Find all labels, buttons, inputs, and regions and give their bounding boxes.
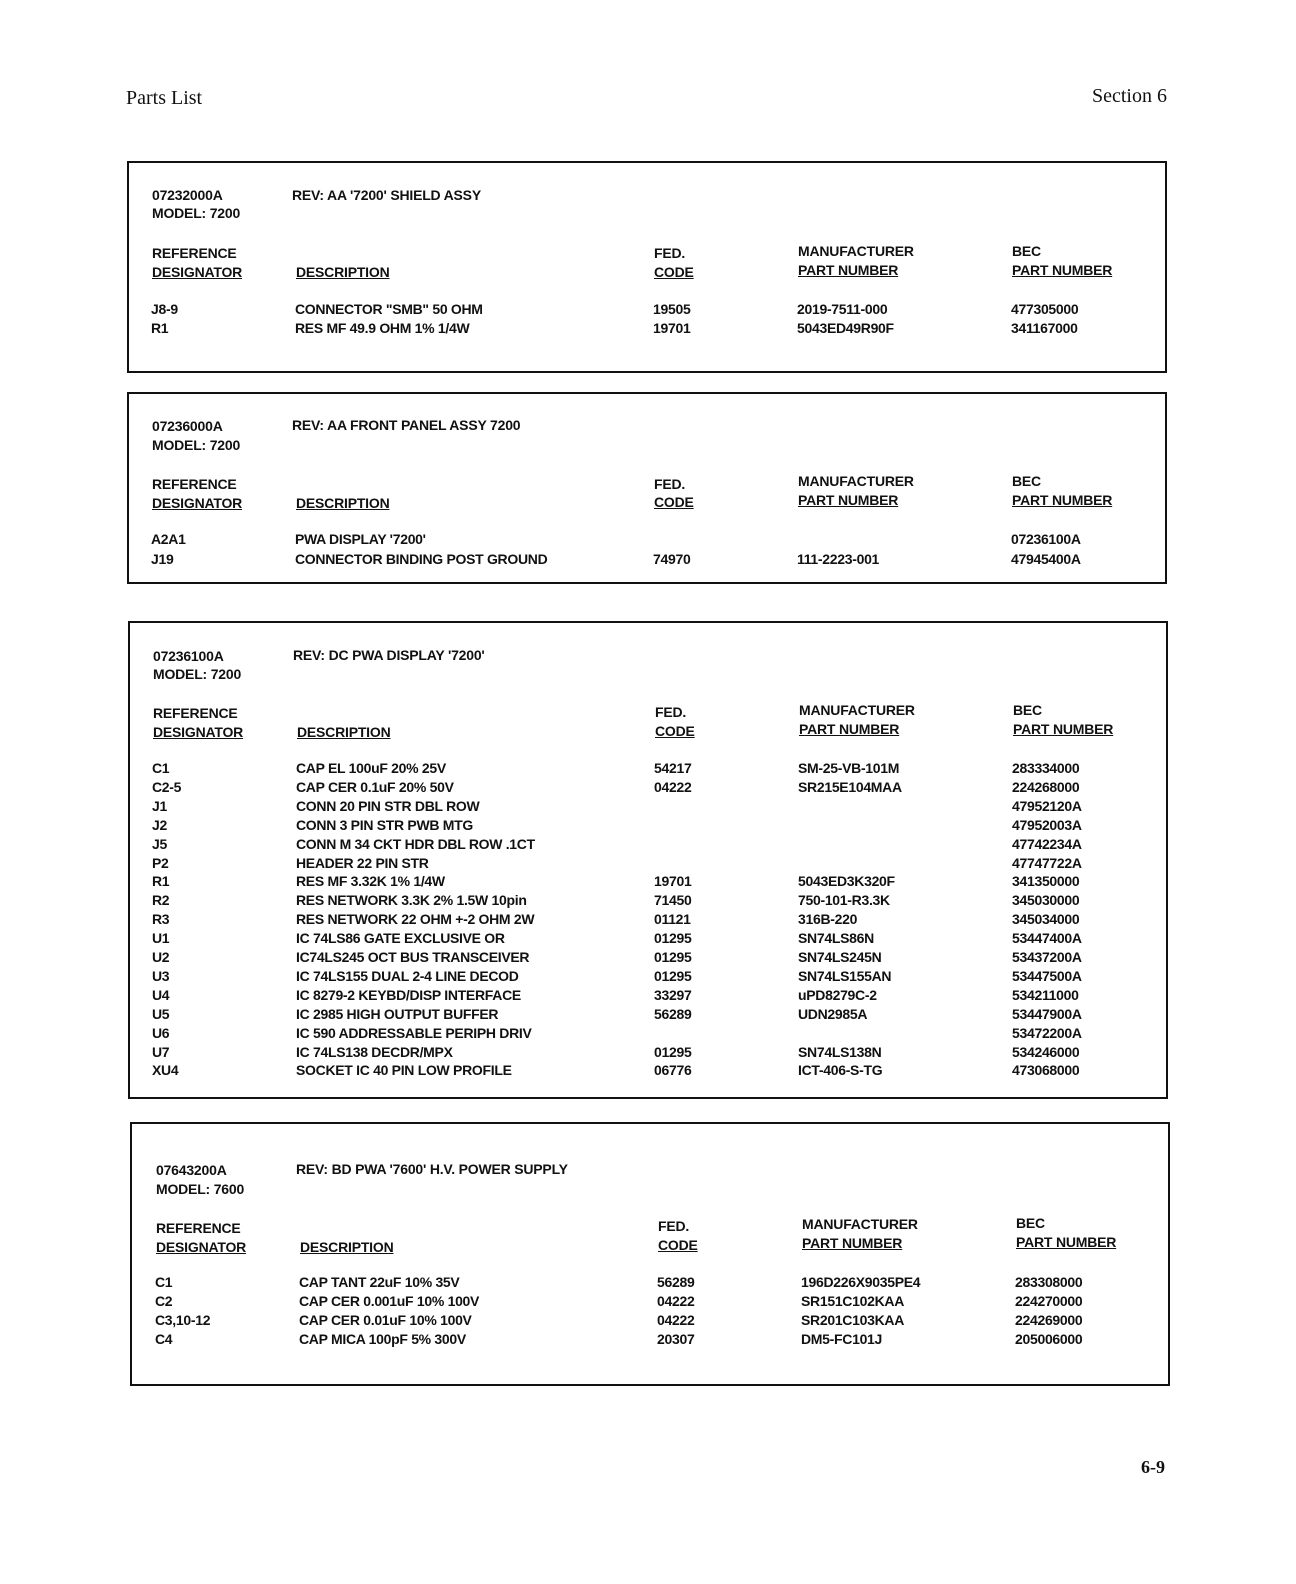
bec-part-number: 47742234A: [1012, 835, 1082, 852]
col-bec-header-2: PART NUMBER: [1012, 492, 1113, 508]
assembly-model: MODEL: 7200: [153, 666, 242, 682]
fed-code: 04222: [657, 1312, 695, 1328]
assembly-model: MODEL: 7600: [156, 1181, 245, 1197]
part-row: [130, 1025, 1166, 1044]
col-mfr-header-2: PART NUMBER: [798, 492, 899, 508]
mfr-part-number: 5043ED49R90F: [797, 320, 894, 336]
bec-part-number: 205006000: [1015, 1331, 1083, 1347]
mfr-part-number: UDN2985A: [798, 1005, 868, 1022]
col-ref-header-2: DESIGNATOR: [156, 1239, 247, 1255]
col-bec-header-1: BEC: [1012, 243, 1041, 259]
part-row: [130, 836, 1166, 855]
part-row: [129, 301, 1165, 320]
part-row: [130, 968, 1166, 987]
assembly-model: MODEL: 7200: [152, 437, 241, 453]
col-fed-header-1: FED.: [655, 704, 687, 720]
part-row: [130, 1062, 1166, 1081]
col-desc-header: DESCRIPTION: [296, 495, 390, 511]
mfr-part-number: ICT-406-S-TG: [798, 1062, 883, 1079]
bec-part-number: 07236100A: [1011, 531, 1081, 547]
col-ref-header-2: DESIGNATOR: [153, 724, 244, 740]
col-ref-header-2: DESIGNATOR: [152, 495, 243, 511]
part-row: [130, 760, 1166, 779]
description: HEADER 22 PIN STR: [296, 854, 429, 871]
bec-part-number: 534246000: [1012, 1043, 1080, 1060]
description: CAP CER 0.01uF 10% 100V: [299, 1312, 472, 1328]
fed-code: 06776: [654, 1062, 692, 1079]
bec-part-number: 53447900A: [1012, 1005, 1082, 1022]
col-bec-header-1: BEC: [1016, 1215, 1045, 1231]
col-desc-header: DESCRIPTION: [296, 264, 390, 280]
part-row: [129, 320, 1165, 339]
assembly-revision: REV: AA '7200' SHIELD ASSY: [292, 187, 481, 203]
assembly-revision: REV: DC PWA DISPLAY '7200': [293, 647, 485, 663]
assembly-revision: REV: BD PWA '7600' H.V. POWER SUPPLY: [296, 1161, 568, 1177]
ref-designator: U2: [152, 949, 170, 965]
ref-designator: U4: [152, 986, 170, 1003]
col-ref-header-2: DESIGNATOR: [152, 264, 243, 280]
mfr-part-number: SR215E104MAA: [798, 778, 902, 795]
fed-code: 19505: [653, 301, 691, 317]
col-bec-header-1: BEC: [1013, 702, 1042, 718]
ref-designator: U1: [152, 930, 170, 947]
fed-code: 54217: [654, 760, 692, 776]
mfr-part-number: 111-2223-001: [797, 551, 880, 567]
ref-designator: J5: [152, 835, 167, 852]
col-mfr-header-1: MANUFACTURER: [798, 473, 914, 489]
description: IC 74LS138 DECDR/MPX: [296, 1043, 453, 1060]
bec-part-number: 341350000: [1012, 873, 1080, 890]
ref-designator: J2: [152, 816, 167, 833]
bec-part-number: 345030000: [1012, 892, 1080, 909]
fed-code: 19701: [654, 873, 692, 890]
mfr-part-number: SN74LS245N: [798, 949, 882, 965]
bec-part-number: 47952120A: [1012, 797, 1082, 814]
description: CONNECTOR BINDING POST GROUND: [295, 551, 548, 567]
fed-code: 01295: [654, 1043, 692, 1060]
bec-part-number: 283308000: [1015, 1274, 1083, 1290]
mfr-part-number: SN74LS155AN: [798, 967, 892, 984]
col-fed-header-2: CODE: [658, 1237, 698, 1253]
ref-designator: J19: [151, 551, 174, 567]
fed-code: 74970: [653, 551, 691, 567]
fed-code: 71450: [654, 892, 692, 909]
mfr-part-number: 196D226X9035PE4: [801, 1274, 921, 1290]
ref-designator: R3: [152, 911, 170, 928]
ref-designator: R2: [152, 892, 170, 909]
mfr-part-number: 750-101-R3.3K: [798, 892, 890, 909]
description: CONN 20 PIN STR DBL ROW: [296, 797, 480, 814]
mfr-part-number: DM5-FC101J: [801, 1331, 883, 1347]
mfr-part-number: 2019-7511-000: [797, 301, 888, 317]
col-mfr-header-2: PART NUMBER: [799, 721, 900, 737]
part-row: [130, 1006, 1166, 1025]
part-row: [130, 779, 1166, 798]
part-row: [130, 873, 1166, 892]
mfr-part-number: uPD8279C-2: [798, 986, 877, 1003]
part-row: [130, 855, 1166, 874]
col-bec-header-2: PART NUMBER: [1012, 262, 1113, 278]
bec-part-number: 47747722A: [1012, 854, 1082, 871]
fed-code: 33297: [654, 986, 692, 1003]
mfr-part-number: SM-25-VB-101M: [798, 760, 900, 776]
ref-designator: U6: [152, 1024, 170, 1041]
bec-part-number: 53447500A: [1012, 967, 1082, 984]
description: CAP CER 0.1uF 20% 50V: [296, 778, 454, 795]
page-header-title: Parts List: [126, 87, 203, 109]
fed-code: 04222: [654, 778, 692, 795]
ref-designator: A2A1: [151, 531, 186, 547]
part-row: [132, 1331, 1168, 1350]
bec-part-number: 53472200A: [1012, 1024, 1082, 1041]
mfr-part-number: SN74LS138N: [798, 1043, 882, 1060]
fed-code: 01295: [654, 930, 692, 947]
fed-code: 01295: [654, 949, 692, 965]
description: CAP EL 100uF 20% 25V: [296, 760, 446, 776]
fed-code: 04222: [657, 1293, 695, 1309]
ref-designator: XU4: [152, 1062, 179, 1079]
assembly-model: MODEL: 7200: [152, 205, 241, 221]
page-number: 6-9: [1141, 1457, 1165, 1477]
ref-designator: P2: [152, 854, 169, 871]
part-row: [130, 949, 1166, 968]
col-ref-header-1: REFERENCE: [153, 705, 238, 721]
mfr-part-number: 5043ED3K320F: [798, 873, 895, 890]
bec-part-number: 224268000: [1012, 778, 1080, 795]
fed-code: 19701: [653, 320, 691, 336]
part-row: [130, 1044, 1166, 1063]
fed-code: 01121: [654, 911, 691, 928]
bec-part-number: 224269000: [1015, 1312, 1083, 1328]
col-mfr-header-1: MANUFACTURER: [802, 1216, 918, 1232]
fed-code: 56289: [657, 1274, 695, 1290]
part-row: [130, 911, 1166, 930]
col-bec-header-1: BEC: [1012, 473, 1041, 489]
description: PWA DISPLAY '7200': [295, 531, 426, 547]
ref-designator: C2: [155, 1293, 173, 1309]
col-ref-header-1: REFERENCE: [156, 1220, 241, 1236]
page-header-section: Section 6: [1092, 85, 1167, 107]
description: CAP CER 0.001uF 10% 100V: [299, 1293, 480, 1309]
bec-part-number: 473068000: [1012, 1062, 1080, 1079]
assembly-block-07236100A: [128, 621, 1168, 1099]
bec-part-number: 47945400A: [1011, 551, 1081, 567]
ref-designator: R1: [151, 320, 169, 336]
assembly-block-07232000A: [127, 161, 1167, 373]
ref-designator: U3: [152, 967, 170, 984]
col-ref-header-1: REFERENCE: [152, 476, 237, 492]
description: IC 74LS86 GATE EXCLUSIVE OR: [296, 930, 505, 947]
col-desc-header: DESCRIPTION: [300, 1239, 394, 1255]
description: IC 8279-2 KEYBD/DISP INTERFACE: [296, 986, 521, 1003]
col-fed-header-2: CODE: [654, 264, 694, 280]
mfr-part-number: SR151C102KAA: [801, 1293, 905, 1309]
fed-code: 01295: [654, 967, 692, 984]
bec-part-number: 345034000: [1012, 911, 1080, 928]
assembly-part-number: 07643200A: [156, 1162, 227, 1178]
col-fed-header-2: CODE: [655, 723, 695, 739]
part-row: [129, 531, 1165, 550]
ref-designator: R1: [152, 873, 170, 890]
mfr-part-number: SR201C103KAA: [801, 1312, 905, 1328]
description: RES NETWORK 3.3K 2% 1.5W 10pin: [296, 892, 527, 909]
part-row: [132, 1312, 1168, 1331]
ref-designator: C1: [152, 760, 170, 776]
ref-designator: C2-5: [152, 778, 182, 795]
assembly-block-07236000A: [127, 392, 1167, 584]
ref-designator: C4: [155, 1331, 173, 1347]
mfr-part-number: 316B-220: [798, 911, 858, 928]
description: CONN M 34 CKT HDR DBL ROW .1CT: [296, 835, 535, 852]
fed-code: 56289: [654, 1005, 692, 1022]
part-row: [132, 1293, 1168, 1312]
description: CONN 3 PIN STR PWB MTG: [296, 816, 473, 833]
description: IC 590 ADDRESSABLE PERIPH DRIV: [296, 1024, 532, 1041]
col-fed-header-1: FED.: [658, 1218, 690, 1234]
part-row: [129, 551, 1165, 570]
bec-part-number: 53447400A: [1012, 930, 1082, 947]
assembly-block-07643200A: [130, 1122, 1170, 1386]
col-mfr-header-1: MANUFACTURER: [798, 243, 914, 259]
part-row: [130, 987, 1166, 1006]
part-row: [130, 930, 1166, 949]
description: RES MF 3.32K 1% 1/4W: [296, 873, 445, 890]
ref-designator: J8-9: [151, 301, 178, 317]
assembly-part-number: 07236100A: [153, 648, 224, 664]
description: IC 74LS155 DUAL 2-4 LINE DECOD: [296, 967, 519, 984]
ref-designator: C1: [155, 1274, 173, 1290]
bec-part-number: 477305000: [1011, 301, 1079, 317]
col-fed-header-2: CODE: [654, 494, 694, 510]
assembly-revision: REV: AA FRONT PANEL ASSY 7200: [292, 417, 521, 433]
description: RES MF 49.9 OHM 1% 1/4W: [295, 320, 470, 336]
assembly-part-number: 07232000A: [152, 187, 223, 203]
description: CONNECTOR "SMB" 50 OHM: [295, 301, 483, 317]
fed-code: 20307: [657, 1331, 695, 1347]
bec-part-number: 534211000: [1012, 986, 1079, 1003]
bec-part-number: 53437200A: [1012, 949, 1082, 965]
description: CAP MICA 100pF 5% 300V: [299, 1331, 466, 1347]
col-bec-header-2: PART NUMBER: [1013, 721, 1114, 737]
bec-part-number: 341167000: [1011, 320, 1078, 336]
col-mfr-header-2: PART NUMBER: [802, 1235, 903, 1251]
description: CAP TANT 22uF 10% 35V: [299, 1274, 460, 1290]
description: IC74LS245 OCT BUS TRANSCEIVER: [296, 949, 530, 965]
col-desc-header: DESCRIPTION: [297, 724, 391, 740]
description: IC 2985 HIGH OUTPUT BUFFER: [296, 1005, 499, 1022]
ref-designator: C3,10-12: [155, 1312, 211, 1328]
bec-part-number: 47952003A: [1012, 816, 1082, 833]
col-fed-header-1: FED.: [654, 476, 686, 492]
part-row: [130, 798, 1166, 817]
col-ref-header-1: REFERENCE: [152, 245, 237, 261]
ref-designator: U5: [152, 1005, 170, 1022]
mfr-part-number: SN74LS86N: [798, 930, 874, 947]
col-mfr-header-1: MANUFACTURER: [799, 702, 915, 718]
col-bec-header-2: PART NUMBER: [1016, 1234, 1117, 1250]
part-row: [130, 817, 1166, 836]
part-row: [130, 892, 1166, 911]
description: RES NETWORK 22 OHM +-2 OHM 2W: [296, 911, 535, 928]
ref-designator: J1: [152, 797, 167, 814]
ref-designator: U7: [152, 1043, 170, 1060]
part-row: [132, 1274, 1168, 1293]
description: SOCKET IC 40 PIN LOW PROFILE: [296, 1062, 512, 1079]
assembly-part-number: 07236000A: [152, 418, 223, 434]
bec-part-number: 224270000: [1015, 1293, 1083, 1309]
col-fed-header-1: FED.: [654, 245, 686, 261]
bec-part-number: 283334000: [1012, 760, 1080, 776]
col-mfr-header-2: PART NUMBER: [798, 262, 899, 278]
